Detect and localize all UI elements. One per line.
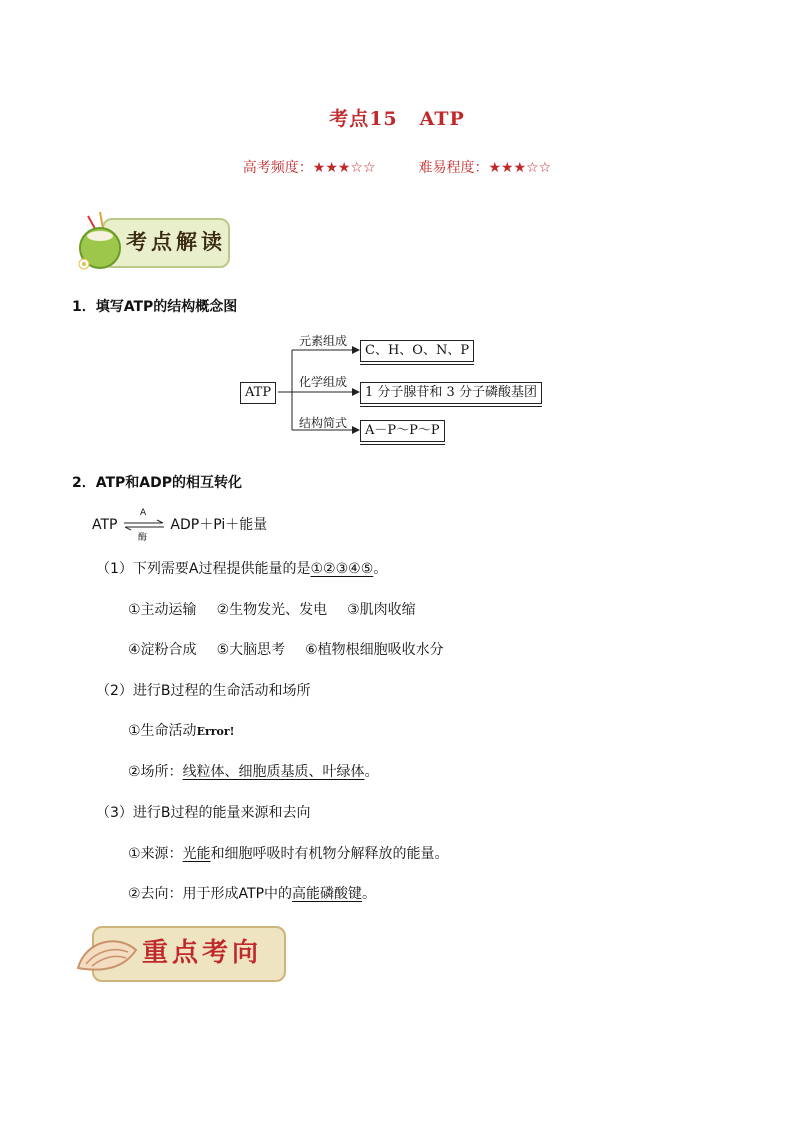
title-part1: 考点15 xyxy=(329,108,398,130)
arrow-top-label: A xyxy=(139,508,147,518)
option-3: ③肌肉收缩 xyxy=(347,602,416,618)
sub2-item1-prefix: ①生命活动 xyxy=(128,723,197,739)
sub3-heading: （3）进行B过程的能量来源和去向 xyxy=(96,805,311,821)
page-title xyxy=(0,104,794,131)
branch-value-chemical: 1 分子腺苷和 3 分子磷酸基团 xyxy=(360,382,542,404)
sub2-item2-prefix: ②场所： xyxy=(128,764,183,780)
sub3-item1-prefix: ①来源： xyxy=(128,846,183,862)
sub3-item2-answer: 高能磷酸键 xyxy=(292,886,363,902)
branch-label-structure: 结构简式 xyxy=(299,416,348,430)
difficulty-stars: ★★★☆☆ xyxy=(488,160,552,176)
sub1-answer: ①②③④⑤ xyxy=(310,561,374,577)
equation xyxy=(92,508,268,543)
branch-value-elements: C、H、O、N、P xyxy=(360,340,474,362)
branch-label-chemical: 化学组成 xyxy=(299,375,348,389)
sub2-item1 xyxy=(128,720,235,740)
sub2-item1-error: Error! xyxy=(196,725,235,738)
frequency-label: 高考频度： xyxy=(242,160,313,176)
sub1-suffix: 。 xyxy=(373,561,388,577)
sub3-item1 xyxy=(128,843,449,863)
coconut-icon xyxy=(70,208,130,272)
sub2-item2-answer: 线粒体、细胞质基质、叶绿体 xyxy=(182,764,365,780)
banner-section2-text: 重点考向 xyxy=(142,938,263,968)
option-5: ⑤大脑思考 xyxy=(216,642,286,658)
title-part2: ATP xyxy=(419,108,465,130)
sub2-item2-suffix: 。 xyxy=(364,764,379,780)
sub3-item1-answer: 光能 xyxy=(182,846,211,862)
frequency-stars: ★★★☆☆ xyxy=(312,160,376,176)
equation-left: ATP xyxy=(92,517,118,533)
seashell-icon xyxy=(72,928,142,980)
branch-label-elements: 元素组成 xyxy=(299,334,348,348)
option-2: ②生物发光、发电 xyxy=(216,602,328,618)
sub2-heading: （2）进行B过程的生命活动和场所 xyxy=(96,683,311,699)
q1-heading: 1．填写ATP的结构概念图 xyxy=(72,299,238,315)
difficulty-label: 难易程度： xyxy=(418,160,489,176)
sub1-options-row1 xyxy=(128,599,416,619)
option-1: ①主动运输 xyxy=(128,602,197,618)
reversible-arrow xyxy=(122,508,166,543)
sub3-item2-suffix: 。 xyxy=(362,886,377,902)
concept-root-box: ATP xyxy=(240,382,276,404)
branch-value-structure: A－P～P～P xyxy=(360,420,445,442)
rating-line xyxy=(0,157,794,177)
sub3-item2-prefix: ②去向：用于形成ATP中的 xyxy=(128,886,293,902)
sub3-item1-rest: 和细胞呼吸时有机物分解释放的能量。 xyxy=(210,846,449,862)
option-6: ⑥植物根细胞吸收水分 xyxy=(305,642,444,658)
equation-right: ADP＋Pi＋能量 xyxy=(170,517,268,533)
sub1-question xyxy=(96,558,387,578)
banner-section1 xyxy=(70,208,228,272)
option-4: ④淀粉合成 xyxy=(128,642,197,658)
banner-section1-text: 考点解读 xyxy=(126,229,226,254)
sub2-item2 xyxy=(128,761,379,781)
q2-heading: 2．ATP和ADP的相互转化 xyxy=(72,475,243,491)
sub1-options-row2 xyxy=(128,639,444,659)
sub1-prefix: （1）下列需要A过程提供能量的是 xyxy=(96,561,311,577)
sub3-item2 xyxy=(128,883,376,903)
arrow-bottom-label: 酶 xyxy=(137,533,147,543)
